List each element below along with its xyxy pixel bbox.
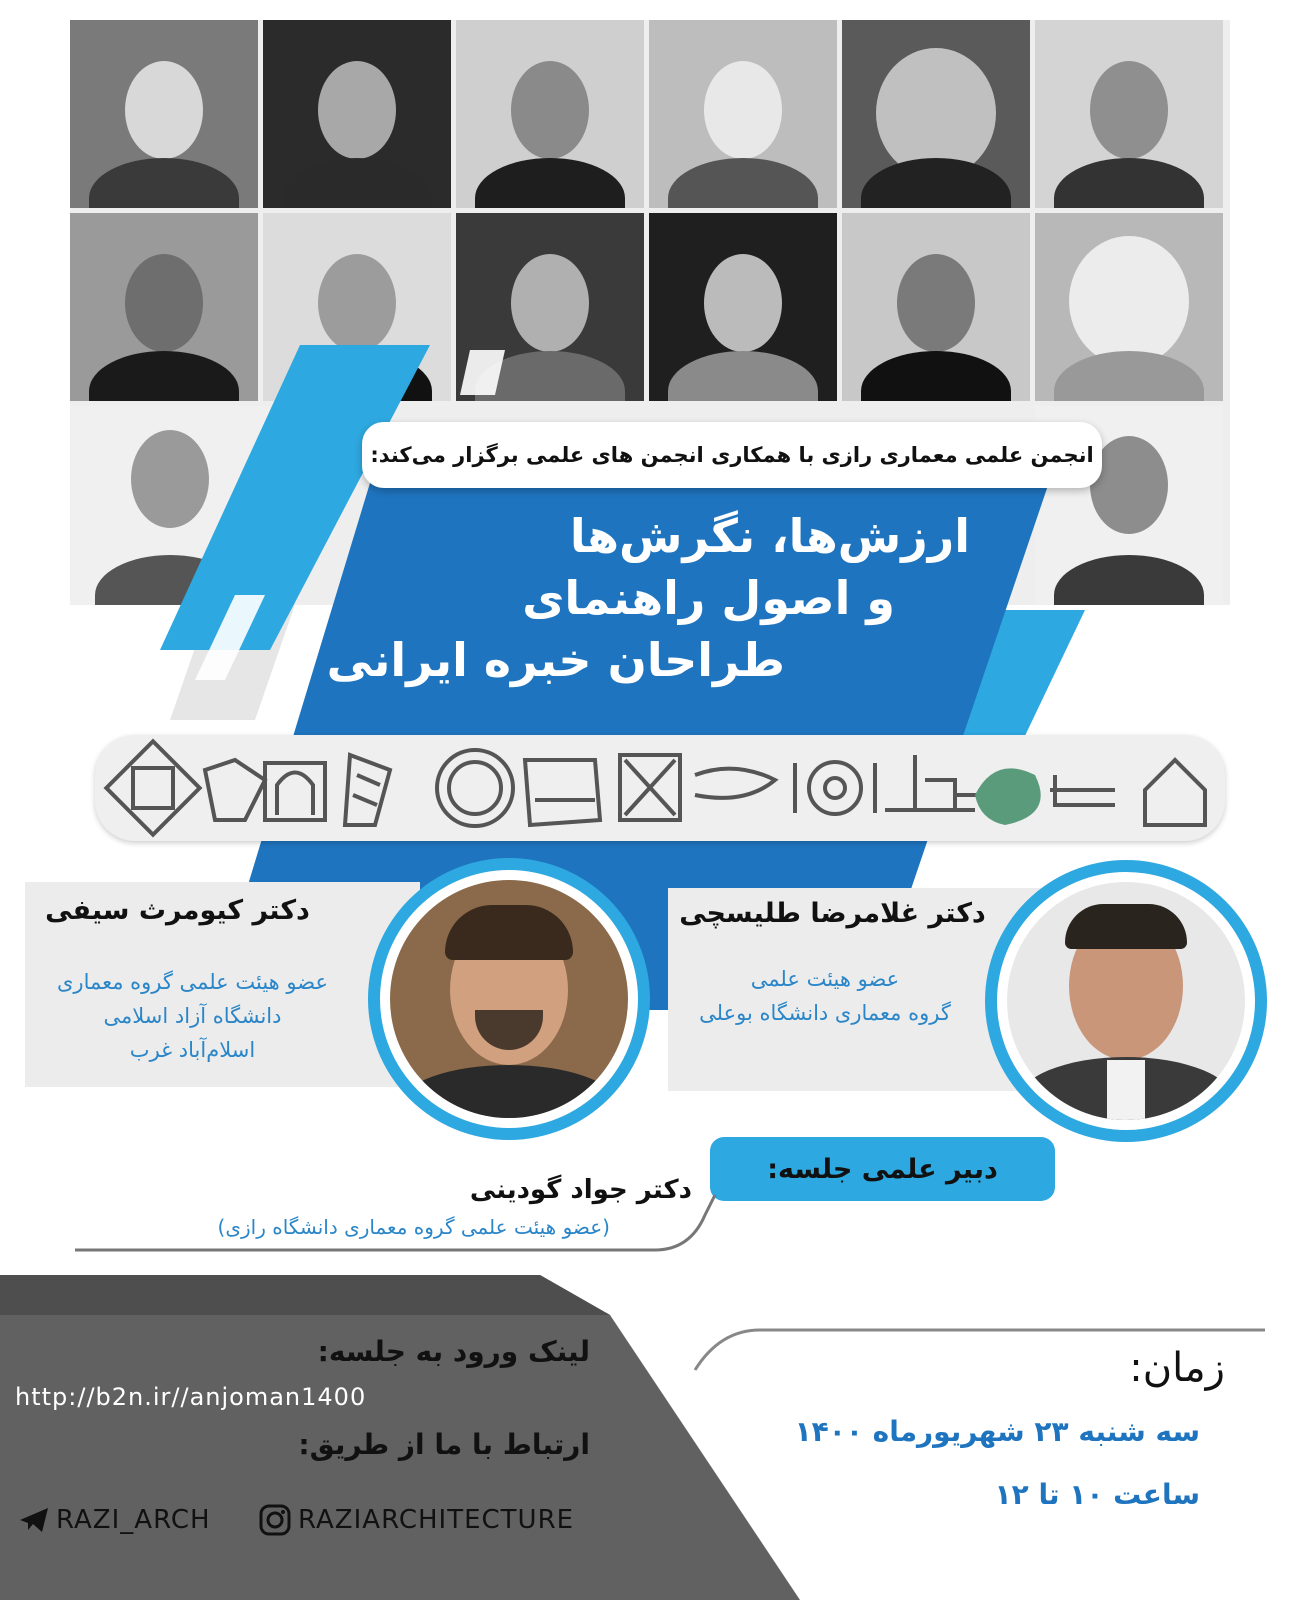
speaker-1-name: دکتر کیومرث سیفی (45, 895, 310, 926)
instagram-icon (258, 1503, 292, 1537)
speaker-2-name: دکتر غلامرضا طلیسچی (679, 898, 986, 929)
telegram-icon (18, 1506, 50, 1534)
moderator-label: دبیر علمی جلسه: (767, 1153, 998, 1185)
date-box (760, 1415, 1200, 1448)
moderator-affiliation: (عضو هیئت علمی گروه معماری دانشگاه رازی) (217, 1215, 610, 1239)
hours-box (760, 1478, 1200, 1511)
telegram-handle: RAZI_ARCH (56, 1505, 211, 1535)
link-label: لینک ورود به جلسه: (317, 1335, 590, 1368)
title-line-3: طراحان خبره ایرانی (326, 633, 785, 687)
contact-box (20, 1428, 590, 1461)
link-url[interactable]: http://b2n.ir//anjoman1400 (15, 1383, 367, 1411)
title-line-2: و اصول راهنمای (522, 571, 895, 625)
speaker-1-affiliation-line-2: دانشگاه آزاد اسلامی (103, 1004, 282, 1028)
link-url-box (15, 1383, 495, 1411)
speaker-2-affiliation-line-1: عضو هیئت علمی (750, 967, 900, 991)
speaker-2-affiliation-line-2: گروه معماری دانشگاه بوعلی (699, 1001, 951, 1025)
time-block (870, 1345, 1225, 1391)
contact-label: ارتباط با ما از طریق: (298, 1428, 590, 1461)
telegram-link[interactable] (18, 1500, 211, 1540)
event-hours: ساعت ۱۰ تا ۱۲ (994, 1478, 1200, 1511)
title-line-1: ارزش‌ها، نگرش‌ها (569, 509, 970, 563)
speaker-1-affiliation-line-3: اسلام‌آباد غرب (129, 1038, 256, 1062)
speaker-1-affiliation-line-1: عضو هیئت علمی گروه معماری (56, 970, 328, 994)
moderator-name: دکتر جواد گودینی (469, 1175, 692, 1205)
instagram-link[interactable] (258, 1500, 574, 1540)
instagram-handle: RAZIARCHITECTURE (298, 1505, 575, 1535)
time-label: زمان: (1129, 1345, 1225, 1391)
footer-left (20, 1335, 590, 1368)
organizer-text: انجمن علمی معماری رازی با همکاری انجمن های علمی برگزار می‌کند: (370, 443, 1094, 467)
event-date: سه شنبه ۲۳ شهریورماه ۱۴۰۰ (794, 1415, 1200, 1448)
